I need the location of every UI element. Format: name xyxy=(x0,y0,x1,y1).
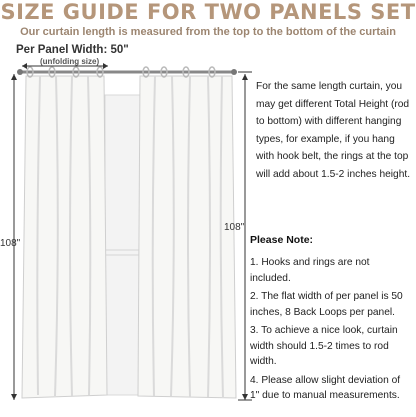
page-title: SIZE GUIDE FOR TWO PANELS SET xyxy=(0,0,416,24)
hanging-info-text: For the same length curtain, you may get different Total Height (rod to bottom) with different hanging types, for example, if you hang with hook belt, the rings at the top will add about 1.5-2 inches height. xyxy=(256,81,411,180)
per-panel-width-label: Per Panel Width: 50" xyxy=(16,44,129,56)
note-item: 3. To achieve a nice look, curtain width should 1.5-2 times to rod width. xyxy=(250,325,398,367)
note-title: Please Note: xyxy=(250,234,314,246)
note-item: 1. Hooks and rings are not included. xyxy=(250,257,370,284)
note-item: 2. The flat width of per panel is 50 inches, 8 Back Loops per panel. xyxy=(250,291,403,318)
notes-list xyxy=(250,255,412,407)
unfolding-size-label: (unfolding size) xyxy=(40,57,100,66)
note-item: 4. Please allow slight deviation of 1" due to manual measurements. xyxy=(250,374,401,401)
height-label-right: 108" xyxy=(224,222,245,233)
height-label-left: 108" xyxy=(0,238,21,249)
subtitle: Our curtain length is measured from the top to the bottom of the curtain xyxy=(20,26,396,38)
